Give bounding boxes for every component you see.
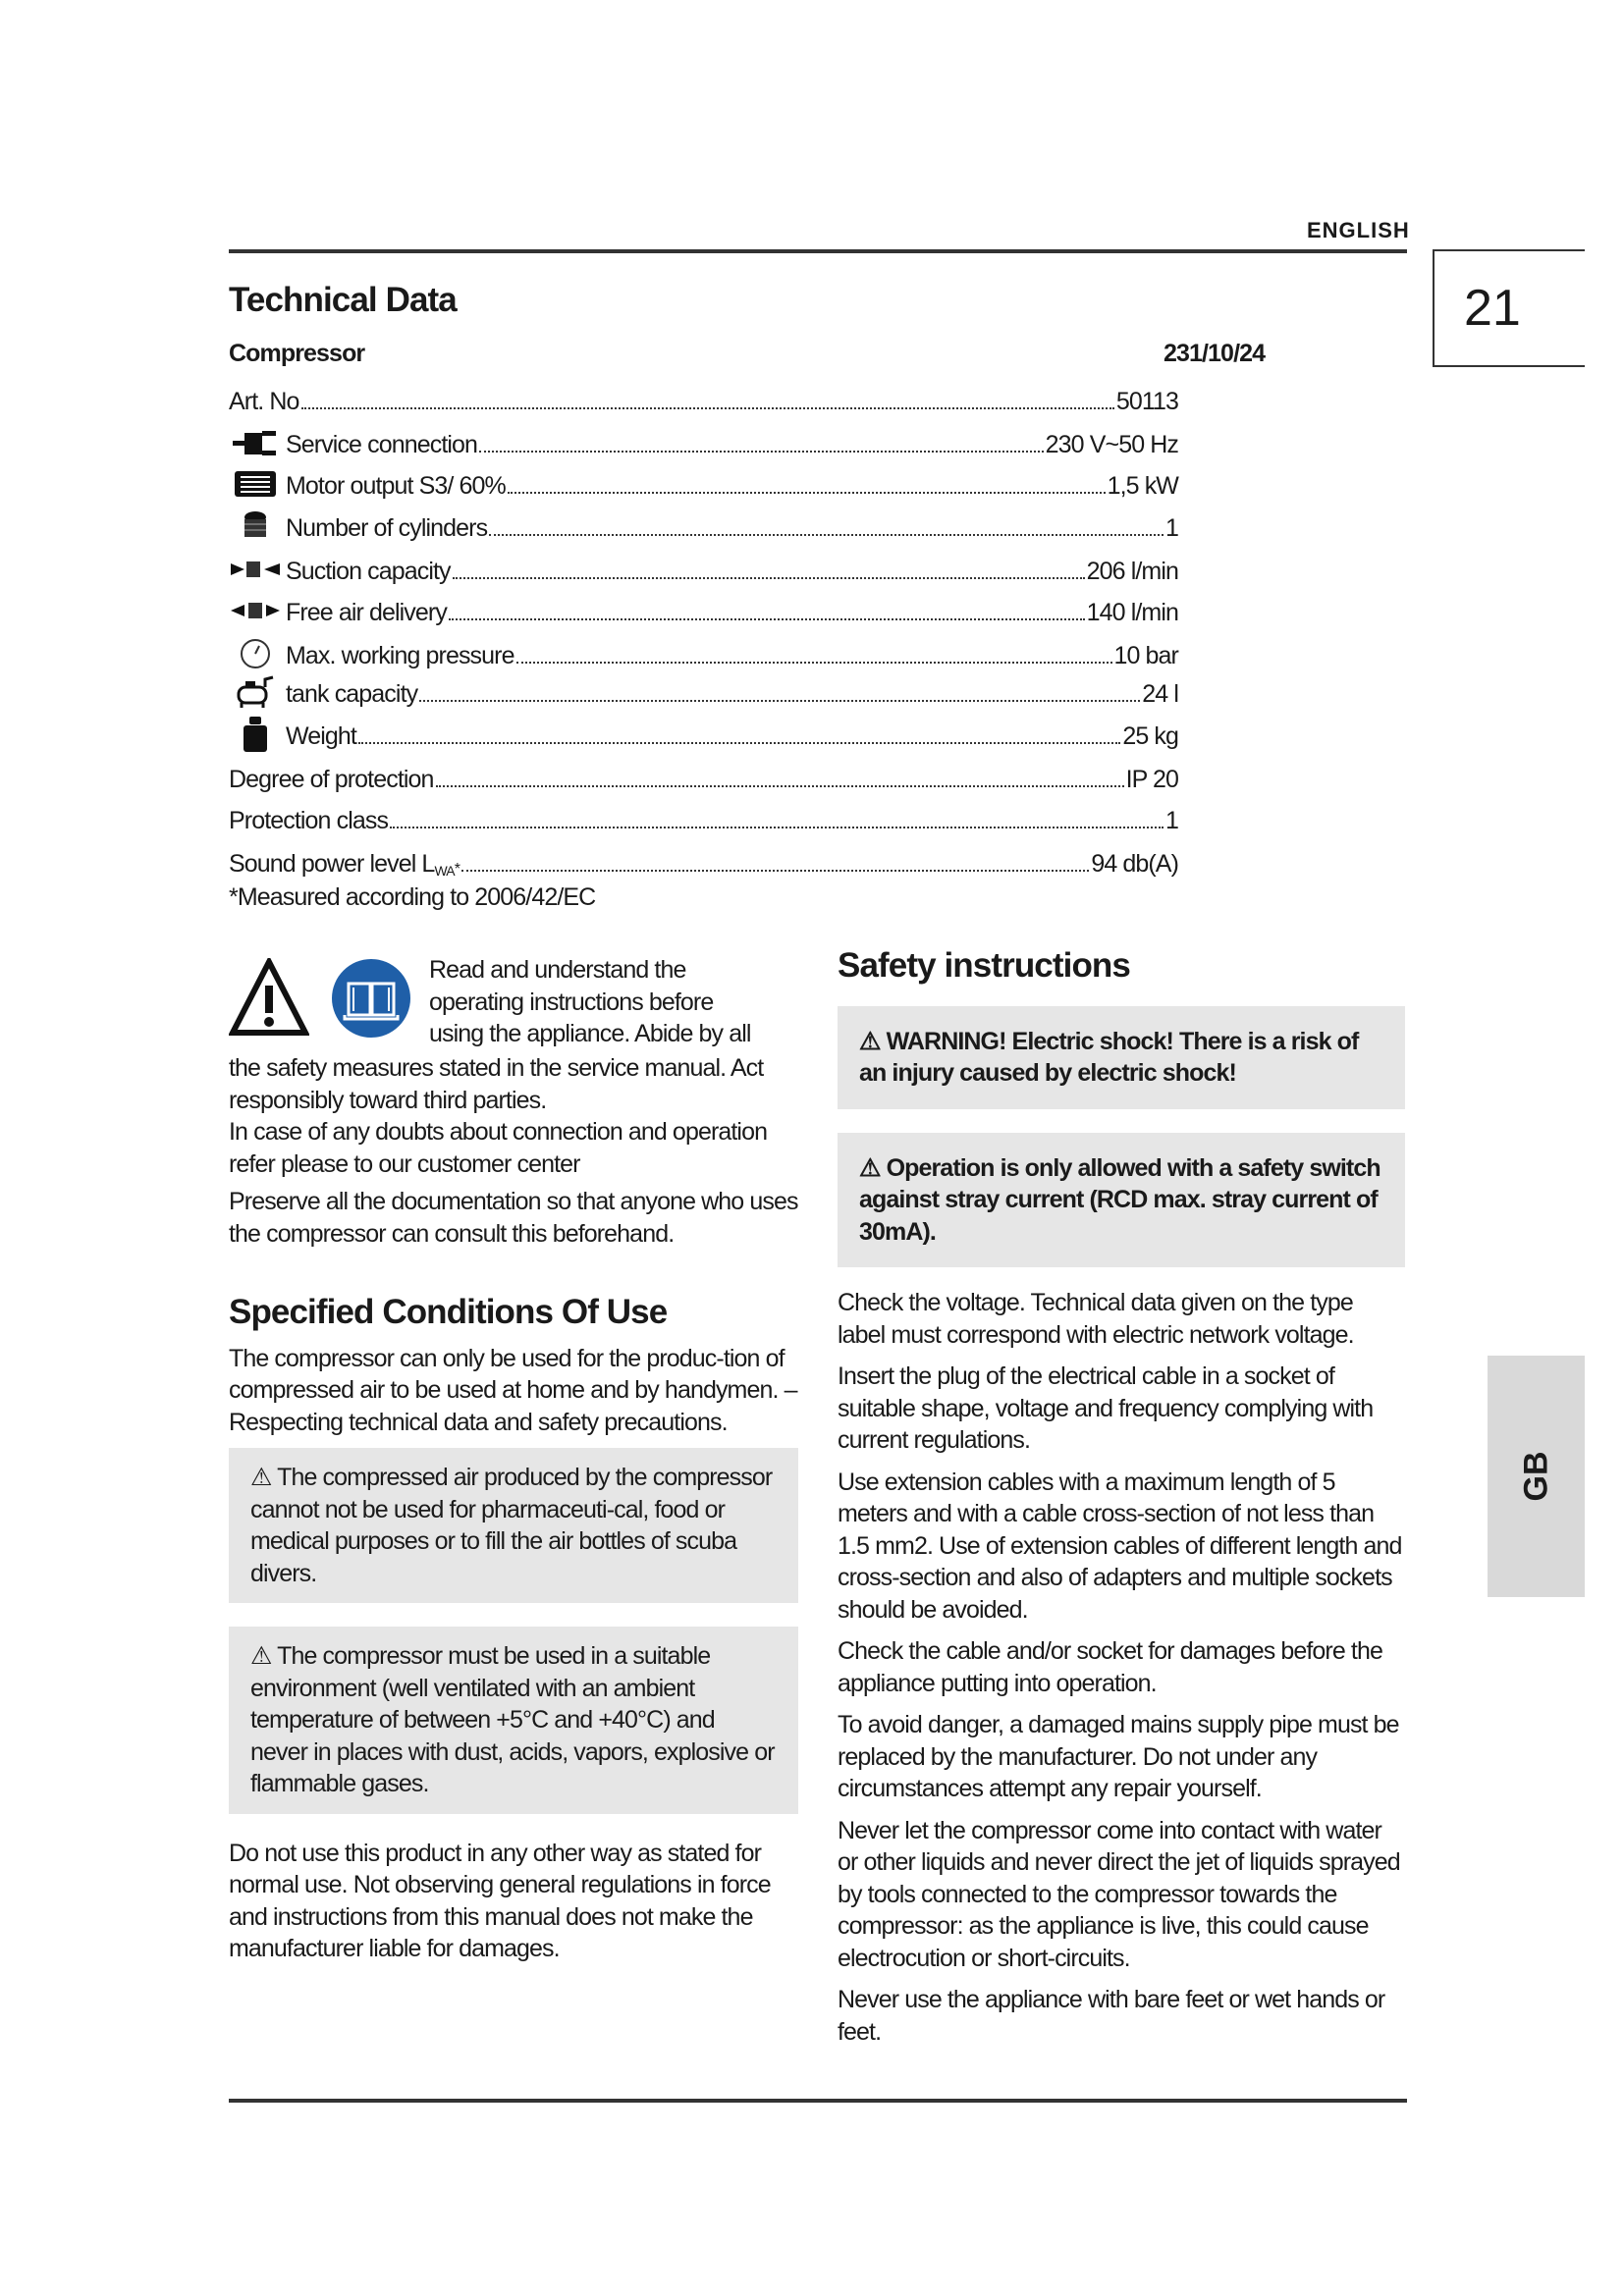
tank-icon <box>229 675 282 709</box>
footer-divider <box>229 2099 1407 2103</box>
spec-value: 140 l/min <box>1086 599 1178 626</box>
dot-leader <box>419 700 1140 702</box>
safety-title: Safety instructions <box>838 946 1130 985</box>
intro-line-3: using the appliance. Abide by all <box>429 1020 751 1047</box>
conditions-note-2: The compressor must be used in a suitable environment (well ventilated with an ambient temperature of between +5°C and +40°C) and never in places with dust, acids, vapors, explosive or flammable gases. <box>250 1642 775 1797</box>
safety-paragraph: Check the cable and/or socket for damages before the appliance putting into operation. <box>838 1637 1382 1697</box>
spec-value: 1 <box>1164 807 1178 834</box>
spec-row <box>229 843 1178 879</box>
spec-row <box>229 465 1178 501</box>
spec-row <box>229 507 1178 543</box>
spec-label: tank capacity <box>286 680 418 708</box>
cylinder-icon <box>229 509 282 543</box>
dot-leader <box>301 407 1114 409</box>
spec-value: 1 <box>1164 514 1178 542</box>
spec-row <box>229 424 1178 459</box>
footnote: *Measured according to 2006/42/EC <box>229 883 596 911</box>
spec-label: Suction capacity <box>286 558 451 585</box>
spec-label: Degree of protection <box>229 766 434 793</box>
model-number: 231/10/24 <box>1164 340 1266 367</box>
spec-label: Number of cylinders <box>286 514 488 542</box>
spec-value: 50113 <box>1115 388 1178 415</box>
dot-leader <box>461 870 1089 872</box>
technical-data-title: Technical Data <box>229 281 457 319</box>
conditions-disclaimer: Do not use this product in any other way as stated for normal use. Not observing general regulations in force and instructions from this manual does not make the manufacturer liable for damages. <box>229 1839 771 1962</box>
intro-text: the safety measures stated in the service manual. Act responsibly toward third parties. <box>229 1054 764 1114</box>
spec-row <box>229 551 1178 586</box>
warning-small-icon: ⚠ <box>859 1027 887 1055</box>
spec-value: 10 bar <box>1113 642 1178 669</box>
spec-value: 206 l/min <box>1086 558 1178 585</box>
dot-leader <box>508 492 1106 494</box>
intro-line-2: operating instructions before <box>429 988 714 1016</box>
spec-label: Service connection <box>286 431 478 458</box>
safety-paragraph: Insert the plug of the electrical cable in a socket of suitable shape, voltage and frequency complying with current regulations. <box>838 1362 1374 1454</box>
safety-paragraph: Never use the appliance with bare feet or wet hands or feet. <box>838 1986 1385 2046</box>
dot-leader <box>436 785 1124 787</box>
spec-label: Sound power level L <box>229 850 435 878</box>
spec-row <box>229 716 1178 751</box>
dot-leader <box>489 534 1164 536</box>
safety-warning-electric: WARNING! Electric shock! There is a risk of an injury caused by electric shock! <box>859 1027 1359 1087</box>
pressure-gauge-icon <box>229 637 282 670</box>
safety-paragraph: Use extension cables with a maximum length of 5 meters and with a cable cross-section of not less than 1.5 mm2. Use of extension cables of different length and cross-section and also of adapters and multiple sockets should be avoided. <box>838 1468 1402 1624</box>
warning-triangle-icon <box>229 958 309 1037</box>
intro-preserve: Preserve all the documentation so that anyone who uses the compressor can consult this beforehand. <box>229 1188 798 1248</box>
safety-paragraph: Never let the compressor come into contact with water or other liquids and never direct the jet of liquids sprayed by tools connected to the compressor towards the compressor: as the appliance is live, this could cause electrocution or short-circuits. <box>838 1816 1400 1972</box>
spec-label: Motor output S3/ 60% <box>286 472 506 500</box>
spec-label-subscript: WA <box>434 863 455 879</box>
conditions-note-1: The compressed air produced by the compressor cannot not be used for pharmaceuti-cal, food or medical purposes or to fill the air bottles of scuba divers. <box>250 1464 773 1587</box>
safety-section <box>838 946 1405 2057</box>
intro-doubts: In case of any doubts about connection and operation refer please to our customer center <box>229 1118 768 1178</box>
motor-icon <box>229 467 282 501</box>
spec-row <box>229 635 1178 670</box>
language-label: ENGLISH <box>1307 218 1410 242</box>
compressor-label: Compressor <box>229 340 365 367</box>
warning-small-icon: ⚠ <box>250 1464 278 1491</box>
intro-line-1: Read and understand the <box>429 956 686 984</box>
spec-value: IP 20 <box>1125 766 1178 793</box>
spec-value: 25 kg <box>1122 722 1178 750</box>
warning-small-icon: ⚠ <box>250 1642 278 1670</box>
spec-label: Protection class <box>229 807 389 834</box>
air-delivery-icon <box>229 594 282 627</box>
spec-row <box>229 673 1178 709</box>
side-tab-label: GB <box>1517 1451 1554 1502</box>
spec-row <box>229 759 1178 794</box>
spec-label: Free air delivery <box>286 599 447 626</box>
dot-leader <box>390 827 1164 828</box>
spec-label-asterisk: * <box>454 861 460 878</box>
weight-icon <box>229 718 282 751</box>
page-number-box <box>1433 249 1585 367</box>
header-divider <box>229 249 1407 253</box>
dot-leader <box>358 742 1120 744</box>
spec-row <box>229 592 1178 627</box>
plug-icon <box>229 426 282 459</box>
spec-value: 24 l <box>1142 680 1178 708</box>
spec-label: Weight <box>286 722 356 750</box>
dot-leader <box>479 451 1044 453</box>
spec-row <box>229 381 1178 416</box>
dot-leader <box>453 577 1085 579</box>
warning-small-icon: ⚠ <box>859 1153 887 1182</box>
spec-value: 1,5 kW <box>1107 472 1178 500</box>
conditions-paragraph: The compressor can only be used for the produc-tion of compressed air to be used at home and by handymen. – Respecting technical data and safety precautions. <box>229 1344 797 1436</box>
spec-row <box>229 800 1178 835</box>
spec-value: 230 V~50 Hz <box>1045 431 1178 458</box>
suction-icon <box>229 553 282 586</box>
spec-value: 94 db(A) <box>1091 850 1178 878</box>
safety-warning-rcd: Operation is only allowed with a safety switch against stray current (RCD max. stray current of 30mA). <box>859 1153 1380 1246</box>
safety-paragraph: To avoid danger, a damaged mains supply pipe must be replaced by the manufacturer. Do not under any circumstances attempt any repair yourself. <box>838 1711 1399 1802</box>
spec-label: Max. working pressure <box>286 642 514 669</box>
safety-paragraph: Check the voltage. Technical data given on the type label must correspond with electric network voltage. <box>838 1289 1354 1349</box>
spec-label: Art. No <box>229 388 299 415</box>
dot-leader <box>449 618 1085 620</box>
intro-block <box>229 954 798 1971</box>
language-side-tab <box>1488 1356 1585 1597</box>
dot-leader <box>516 662 1112 664</box>
page-number: 21 <box>1464 280 1521 337</box>
conditions-title: Specified Conditions Of Use <box>229 1293 668 1331</box>
read-manual-icon <box>331 958 411 1039</box>
